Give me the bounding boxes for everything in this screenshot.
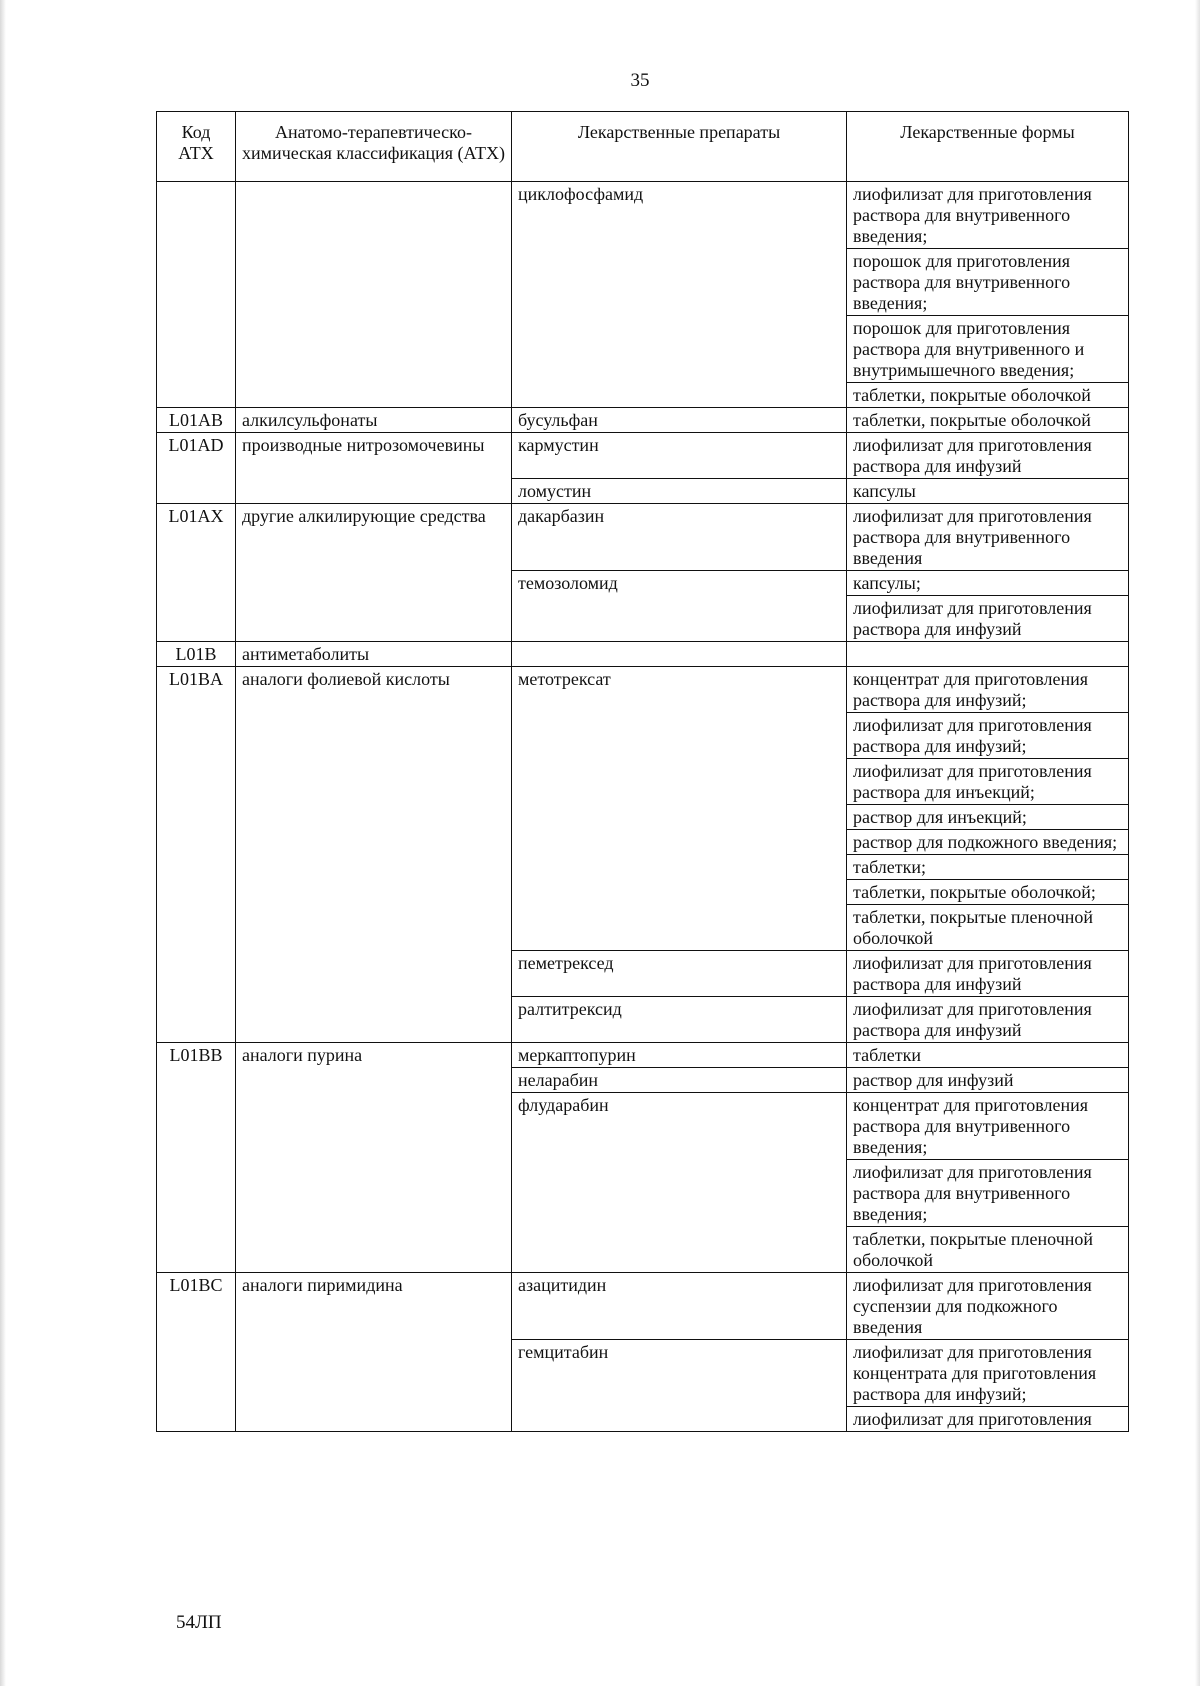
atc-drug-table xyxy=(156,111,1129,1432)
table-row xyxy=(157,182,1129,249)
drug-cell: меркаптопурин xyxy=(512,1043,847,1068)
form-cell: таблетки xyxy=(847,1043,1129,1068)
table-row xyxy=(157,642,1129,667)
form-cell: лиофилизат для приготовления раствора для внутривенного введения; xyxy=(847,1160,1129,1227)
form-cell: лиофилизат для приготовления концентрата для приготовления раствора для инфузий; xyxy=(847,1340,1129,1407)
scan-edge-left xyxy=(0,0,6,1686)
drug-cell: темозоломид xyxy=(512,571,847,642)
form-cell: таблетки, покрытые пленочной оболочкой xyxy=(847,1227,1129,1273)
form-cell: лиофилизат для приготовления раствора для инфузий xyxy=(847,433,1129,479)
atc-class-cell xyxy=(236,182,512,408)
table-row xyxy=(157,1043,1129,1068)
drug-cell: гемцитабин xyxy=(512,1340,847,1432)
header-atc-classification: Анатомо-терапевтическо-химическая классификация (АТХ) xyxy=(236,112,512,182)
atc-code-cell: L01AB xyxy=(157,408,236,433)
table-row xyxy=(157,433,1129,479)
form-cell: раствор для подкожного введения; xyxy=(847,830,1129,855)
atc-code-cell: L01B xyxy=(157,642,236,667)
form-cell: концентрат для приготовления раствора для инфузий; xyxy=(847,667,1129,713)
header-atc-code: Код АТХ xyxy=(157,112,236,182)
form-cell: лиофилизат для приготовления раствора для внутривенного введения; xyxy=(847,182,1129,249)
drug-cell: неларабин xyxy=(512,1068,847,1093)
drug-cell: азацитидин xyxy=(512,1273,847,1340)
form-cell: раствор для инъекций; xyxy=(847,805,1129,830)
page-number: 35 xyxy=(630,70,650,91)
form-cell: лиофилизат для приготовления раствора для инъекций; xyxy=(847,759,1129,805)
atc-code-cell: L01AD xyxy=(157,433,236,504)
form-cell: таблетки, покрытые пленочной оболочкой xyxy=(847,905,1129,951)
form-cell: таблетки, покрытые оболочкой xyxy=(847,408,1129,433)
drug-cell: метотрексат xyxy=(512,667,847,951)
form-cell: таблетки; xyxy=(847,855,1129,880)
drug-cell: кармустин xyxy=(512,433,847,479)
drug-cell: ломустин xyxy=(512,479,847,504)
drug-cell: флударабин xyxy=(512,1093,847,1273)
table-row xyxy=(157,1273,1129,1340)
atc-class-cell: аналоги фолиевой кислоты xyxy=(236,667,512,1043)
atc-class-cell: аналоги пурина xyxy=(236,1043,512,1273)
drug-cell: бусульфан xyxy=(512,408,847,433)
scan-edge-right xyxy=(1195,0,1200,1686)
atc-code-cell: L01BB xyxy=(157,1043,236,1273)
header-dosage-forms: Лекарственные формы xyxy=(847,112,1129,182)
form-cell: лиофилизат для приготовления раствора для инфузий xyxy=(847,951,1129,997)
drug-cell: пеметрексед xyxy=(512,951,847,997)
form-cell: таблетки, покрытые оболочкой; xyxy=(847,880,1129,905)
form-cell: таблетки, покрытые оболочкой xyxy=(847,383,1129,408)
atc-code-cell: L01BA xyxy=(157,667,236,1043)
form-cell: капсулы xyxy=(847,479,1129,504)
form-cell: лиофилизат для приготовления раствора для инфузий; xyxy=(847,713,1129,759)
drug-cell: циклофосфамид xyxy=(512,182,847,408)
header-drugs: Лекарственные препараты xyxy=(512,112,847,182)
form-cell: порошок для приготовления раствора для внутривенного и внутримышечного введения; xyxy=(847,316,1129,383)
atc-code-cell: L01BC xyxy=(157,1273,236,1432)
table-row xyxy=(157,408,1129,433)
atc-class-cell: другие алкилирующие средства xyxy=(236,504,512,642)
drug-cell xyxy=(512,642,847,667)
drug-cell: ралтитрексид xyxy=(512,997,847,1043)
atc-class-cell: аналоги пиримидина xyxy=(236,1273,512,1432)
atc-code-cell xyxy=(157,182,236,408)
form-cell: капсулы; xyxy=(847,571,1129,596)
drug-cell: дакарбазин xyxy=(512,504,847,571)
footer-document-code: 54ЛП xyxy=(176,1612,222,1633)
form-cell: лиофилизат для приготовления суспензии для подкожного введения xyxy=(847,1273,1129,1340)
atc-class-cell: антиметаболиты xyxy=(236,642,512,667)
table-row xyxy=(157,504,1129,571)
atc-code-cell: L01AX xyxy=(157,504,236,642)
form-cell: концентрат для приготовления раствора для внутривенного введения; xyxy=(847,1093,1129,1160)
table-header-row xyxy=(157,112,1129,182)
form-cell: порошок для приготовления раствора для внутривенного введения; xyxy=(847,249,1129,316)
form-cell: раствор для инфузий xyxy=(847,1068,1129,1093)
form-cell: лиофилизат для приготовления xyxy=(847,1407,1129,1432)
atc-class-cell: производные нитрозомочевины xyxy=(236,433,512,504)
form-cell: лиофилизат для приготовления раствора для внутривенного введения xyxy=(847,504,1129,571)
table-row xyxy=(157,667,1129,713)
atc-class-cell: алкилсульфонаты xyxy=(236,408,512,433)
form-cell: лиофилизат для приготовления раствора для инфузий xyxy=(847,997,1129,1043)
form-cell xyxy=(847,642,1129,667)
form-cell: лиофилизат для приготовления раствора для инфузий xyxy=(847,596,1129,642)
